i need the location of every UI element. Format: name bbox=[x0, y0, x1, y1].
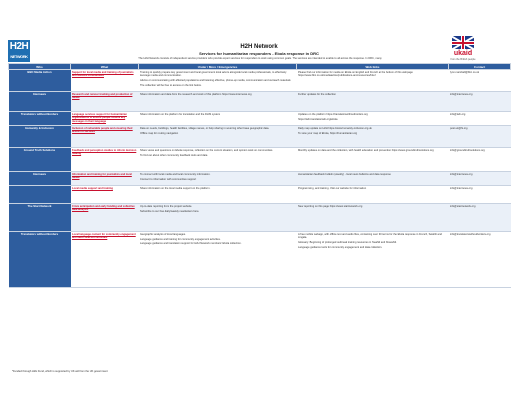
cell-details bbox=[139, 186, 297, 204]
details-paragraph: Share information on the local media support on the platform. bbox=[140, 187, 211, 190]
cell-contact[interactable]: info@twb.org bbox=[449, 112, 511, 126]
cell-links bbox=[297, 172, 449, 186]
details-paragraph: Advice on communicating with affected populations and listening effective, phone-up media, communication and outreach materials bbox=[140, 79, 291, 82]
column-header-details: Under / More / Emergencies bbox=[139, 64, 297, 70]
details-paragraph: Share views and questions on Ebola response, reflection on the current situation, and opinion work on communities. bbox=[140, 149, 274, 152]
intro-text: The H2H Network consists of independent service providers who provide expert services for responders to work using common goals. The services are intended to enable to all across the response. In DRC, many bbox=[138, 57, 382, 60]
table-row bbox=[9, 148, 511, 172]
service-link[interactable]: Local language content for community engagement and data collection activities bbox=[72, 233, 136, 240]
cell-contact[interactable]: info@translatorswithoutborders.org bbox=[449, 232, 511, 288]
cell-contact[interactable]: info@groundtruthsolutions.org bbox=[449, 148, 511, 172]
web-link-text[interactable]: A free mobile webapp, with offline text and audio files, containing over 30 terms for the Ebola response in French, Swahili and Lingala. bbox=[298, 233, 442, 240]
cell-contact[interactable]: info@internews.org bbox=[449, 92, 511, 112]
cell-details bbox=[139, 232, 297, 288]
cell-links bbox=[297, 232, 449, 288]
cell-contact[interactable]: lynn.marshall@bbc.co.uk bbox=[449, 70, 511, 92]
service-link[interactable]: Crisis anticipation and early funding and collective data analysis bbox=[72, 205, 135, 212]
cell-what bbox=[71, 70, 139, 92]
ukaid-logo-subtext: from the British people bbox=[450, 58, 476, 61]
details-paragraph: Language guidance and translation support for H2H Network members' Ebola collection. bbox=[140, 242, 242, 246]
cell-details bbox=[139, 148, 297, 172]
details-paragraph: Geographic analysis of local languages. bbox=[140, 233, 186, 236]
cell-who: The Start Network bbox=[9, 204, 71, 232]
cell-who: Ground Truth Solutions bbox=[9, 148, 71, 172]
cell-details bbox=[139, 70, 297, 92]
cell-details bbox=[139, 172, 297, 186]
cell-details bbox=[139, 112, 297, 126]
cell-contact[interactable]: post.uk@hi.org bbox=[449, 126, 511, 148]
cell-what bbox=[71, 92, 139, 112]
cell-who: Internews bbox=[9, 92, 71, 112]
cell-links bbox=[297, 204, 449, 232]
cell-contact[interactable]: info@internews.org bbox=[449, 186, 511, 204]
table-row bbox=[9, 126, 511, 148]
details-paragraph: The collection will be free to access on the link below. bbox=[140, 83, 202, 87]
cell-what bbox=[71, 204, 139, 232]
cell-links bbox=[297, 186, 449, 204]
details-paragraph: Share information and data from the research and work of this platform https://www.internews.org bbox=[140, 93, 252, 96]
table-row bbox=[9, 186, 511, 204]
cell-what bbox=[71, 172, 139, 186]
cell-links bbox=[297, 92, 449, 112]
cell-contact[interactable]: info@startnetwork.org bbox=[449, 204, 511, 232]
web-link-text[interactable]: Language guidance tools for community engagement and data collection. bbox=[298, 245, 383, 249]
cell-contact[interactable]: info@internews.org bbox=[449, 172, 511, 186]
web-link-text[interactable]: Updates on the platform https://translatorswithoutborders.org bbox=[298, 113, 368, 116]
table-row bbox=[9, 70, 511, 92]
ukaid-logo-text: ukaid bbox=[453, 50, 473, 57]
table-row bbox=[9, 232, 511, 288]
h2h-logo-subtext: NETWORK bbox=[10, 53, 28, 59]
cell-who: Internews bbox=[9, 172, 71, 186]
cell-what bbox=[71, 112, 139, 126]
web-link-text[interactable]: Daily map update on H2H https://www.humanity-inclusion.org.uk bbox=[298, 127, 372, 130]
web-link-text[interactable]: Further updates for the collection bbox=[298, 93, 336, 96]
details-paragraph: To find out about other community feedback tools and data bbox=[140, 153, 208, 157]
cell-who: Translators without Borders bbox=[9, 232, 71, 288]
cell-who bbox=[9, 186, 71, 204]
cell-details bbox=[139, 92, 297, 112]
cell-details bbox=[139, 204, 297, 232]
cell-what bbox=[71, 126, 139, 148]
cell-what bbox=[71, 186, 139, 204]
web-link-text[interactable]: https://twb.translatorswb.org/ebola bbox=[298, 117, 338, 121]
cell-who: BBC Media Action bbox=[9, 70, 71, 92]
web-link-text[interactable]: Humanitarian feedback bulletin (weekly) - local news bulletins and data response bbox=[298, 173, 391, 176]
service-link[interactable]: Inclusion of vulnerable people and ensuring their access to services bbox=[72, 127, 133, 134]
column-header-links: Web links bbox=[297, 64, 449, 70]
details-paragraph: Up-to-date reporting from the project website. bbox=[140, 205, 193, 208]
column-header-contact: Contact bbox=[449, 64, 511, 70]
service-link[interactable]: Information and training for journalists and local media bbox=[72, 173, 132, 180]
cell-what bbox=[71, 148, 139, 172]
table-row bbox=[9, 92, 511, 112]
details-paragraph: Training to quickly prepare key government and local government local actors alongside local media professionals, to effectively leverage media and communication. bbox=[140, 71, 287, 78]
cell-who: Translators without Borders bbox=[9, 112, 71, 126]
table-body bbox=[9, 70, 511, 288]
cell-details bbox=[139, 126, 297, 148]
web-link-text[interactable]: Glossary: Beginning of prolonged outbreak training resources in Swahili and Kiswahili. bbox=[298, 241, 397, 244]
column-header-who: Who bbox=[9, 64, 71, 70]
web-link-text[interactable]: Programming, and training. Visit our website for information bbox=[298, 187, 367, 190]
web-link-text[interactable]: New reporting on this page https://www.startnetwork.org bbox=[298, 205, 363, 208]
details-paragraph: Data on needs, buildings, health facilities, village names, or help sharing in sourcing other base geographic data. bbox=[140, 127, 270, 130]
cell-what bbox=[71, 232, 139, 288]
table-row bbox=[9, 112, 511, 126]
cell-who: Humanity & Inclusion bbox=[9, 126, 71, 148]
cell-links bbox=[297, 70, 449, 92]
web-link-text[interactable]: Monthly updates on data and the collection, with health education and prevention https://www.groundtruthsolutions.org bbox=[298, 149, 434, 152]
services-table bbox=[8, 63, 511, 288]
cell-links bbox=[297, 112, 449, 126]
details-paragraph: Offline map for routing navigation bbox=[140, 131, 179, 135]
service-link[interactable]: Language services support for humanitarian organisations to ensure people receive key messages in their language bbox=[72, 113, 127, 123]
web-link-text[interactable]: Please find our information for media on Ebola on English and French at the bottom of this webpage https://www.bbc.co.uk/mediaaction/publications-and-resources/brief bbox=[298, 71, 413, 78]
details-paragraph: To connect with local media and local community information. bbox=[140, 173, 211, 176]
cell-links bbox=[297, 148, 449, 172]
service-link[interactable]: Support for local media and training of journalists and affected communities bbox=[72, 71, 134, 78]
table-row bbox=[9, 204, 511, 232]
page-title: H2H Network bbox=[240, 44, 278, 50]
details-paragraph: Share information on the platform for translation and the DHIS system bbox=[140, 113, 221, 116]
service-link[interactable]: Local media support and training bbox=[72, 187, 113, 190]
footnote: *Funded through H2H Fund, which is supported by UK aid from the UK government bbox=[12, 370, 108, 373]
table-row bbox=[9, 172, 511, 186]
details-paragraph: Language guidance and training for community engagement activities. bbox=[140, 237, 221, 241]
column-header-what: What bbox=[71, 64, 139, 70]
service-link[interactable]: Research and rumour tracking and production of media bbox=[72, 93, 133, 100]
cell-links bbox=[297, 126, 449, 148]
h2h-logo-text: H2H bbox=[9, 40, 29, 52]
page-subtitle: Services for humanitarian responders - Ebola response in DRC bbox=[199, 51, 319, 56]
details-paragraph: Subscribe to our free daily/weekly newsletters here. bbox=[140, 209, 200, 213]
web-link-text[interactable]: To view your map of Ebola, https://humanitarian.org bbox=[298, 131, 358, 135]
details-paragraph: Connect to information with communities support bbox=[140, 177, 197, 181]
service-link[interactable]: Feedback and perception studies to inform decision making bbox=[72, 149, 137, 156]
